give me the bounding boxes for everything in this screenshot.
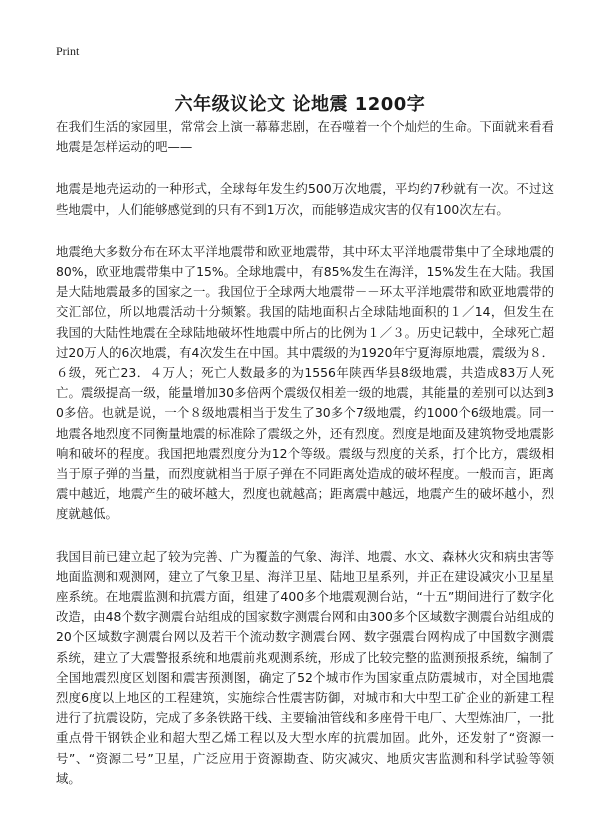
article-body xyxy=(56,117,554,811)
paragraph-frequency: 地震是地壳运动的一种形式，全球每年发生约500万次地震，平均约7秒就有一次。不过这些地震中，人们能够感觉到的只有不到1万次，而能够造成灾害的仅有100次左右。 xyxy=(56,181,554,217)
print-link[interactable]: Print xyxy=(56,44,80,58)
paragraph-distribution: 地震绝大多数分布在环太平洋地震带和欧亚地震带，其中环太平洋地震带集中了全球地震的80%，欧亚地震带集中了15%。全球地震中，有85%发生在海洋，15%发生在大陆。我国是大陆地震最多的国家之一。我国位于全球两大地震带－－环太平洋地震带和欧亚地震带的交汇部位，所以地震活动十分频繁。我国的陆地面积占全球陆地面积的１／14，但发生在我国的大陆性地震在全球陆地破坏性地震中所占的比例为１／３。历史记载中，全球死亡超过20万人的6次地震，有4次发生在中国。其中震级的为1920年宁夏海原地震，震级为８．６级，死亡23．４万人；死亡人数最多的为1556年陕西华县8级地震，共造成83万人死亡。震级提高一级，能量增加30多倍两个震级仅相差一级的地震，其能量的差别可以达到30多倍。也就是说，一个８级地震相当于发生了30多个7级地震，约1000个6级地震。同一地震各地烈度不同衡量地震的标准除了震级之外，还有烈度。烈度是地面及建筑物受地震影响和破坏的程度。我国把地震烈度分为12个等级。震级与烈度的关系，打个比方，震级相当于原子弹的当量，而烈度就相当于原子弹在不同距离处造成的破坏程度。一般而言，距离震中越近，地震产生的破坏越大，烈度也就越高；距离震中越远，地震产生的破坏越小，烈度就越低。 xyxy=(56,243,554,522)
article-title: 六年级议论文 论地震 1200字 xyxy=(174,94,426,116)
paragraph-monitoring: 我国目前已建立起了较为完善、广为覆盖的气象、海洋、地震、水文、森林火灾和病虫害等地面监测和观测网，建立了气象卫星、海洋卫星、陆地卫星系列，并正在建设减灾小卫星星座系统。在地震监测和抗震方面，组建了400多个地震观测台站，“十五”期间进行了数字化改造，由48个数字测震台站组成的国家数字测震台网和由300多个区域数字测震台站组成的20个区域数字测震台网以及若干个流动数字测震台网、数字强震台网构成了中国数字测震系统，建立了大震警报系统和地震前兆观测系统，形成了比较完整的监测预报系统，编制了全国地震烈度区划图和震害预测图，确定了52个城市作为国家重点防震城市，对全国地震烈度6度以上地区的工程建筑，实施综合性震害防御，对城市和大中型工矿企业的新建工程进行了抗震设防，完成了多条铁路干线、主要输油管线和多座骨干电厂、大型炼油厂，一批重点骨干钢铁企业和超大型乙烯工程以及大型水库的抗震加固。此外，还发射了“资源一号”、“资源二号”卫星，广泛应用于资源勘查、防灾减灾、地质灾害监测和科学试验等领域。 xyxy=(56,548,554,786)
paragraph-intro: 在我们生活的家园里，常常会上演一幕幕悲剧，在吞噬着一个个灿烂的生命。下面就来看看地震是怎样运动的吧—— xyxy=(56,119,554,155)
